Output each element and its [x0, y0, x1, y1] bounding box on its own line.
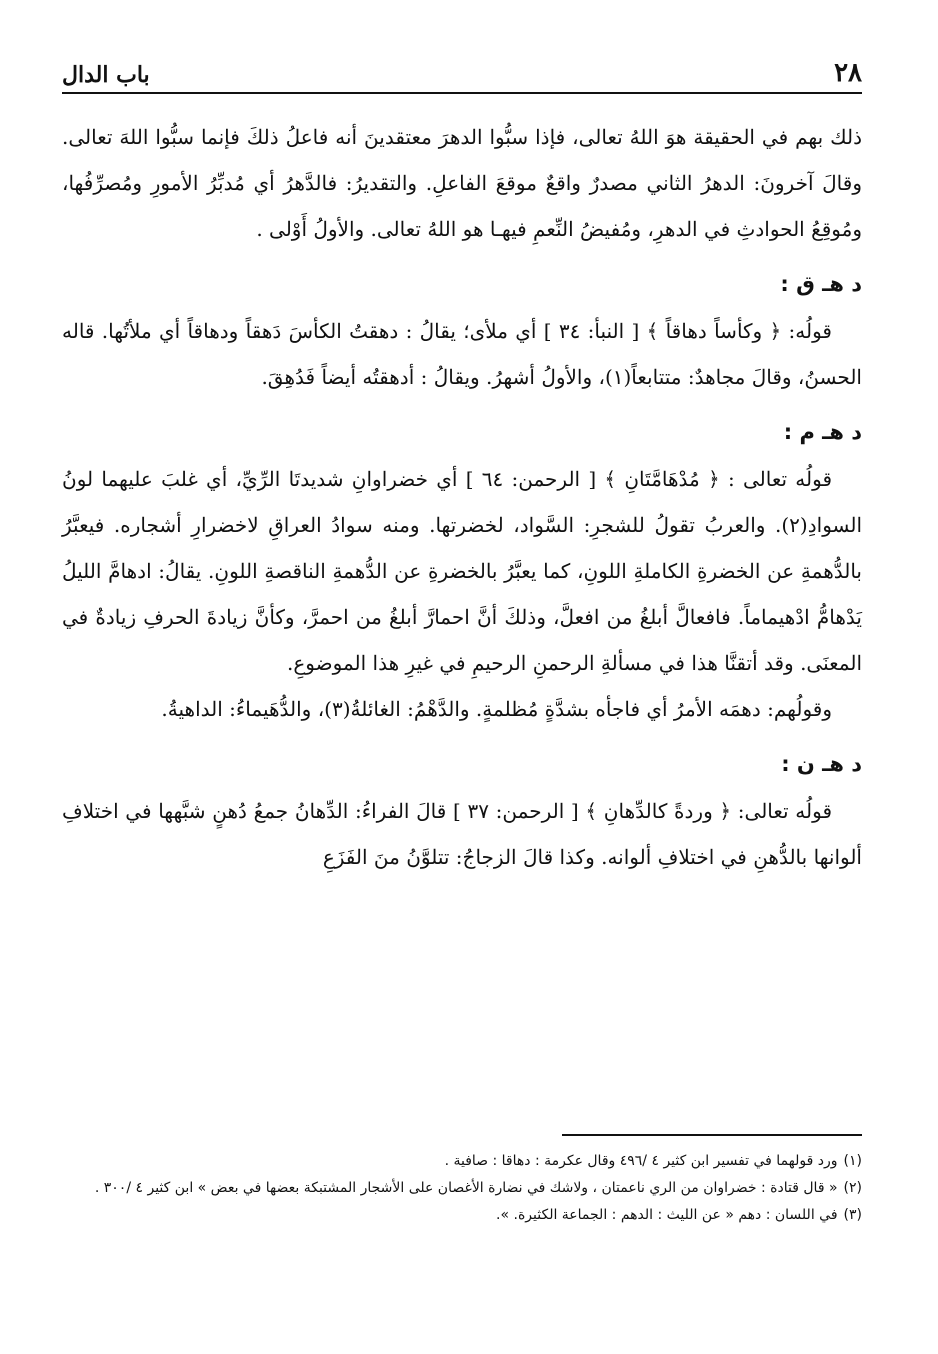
- entry-paragraph-dhq: قولُه: ﴿ وكأساً دهاقاً ﴾ [ النبأ: ٣٤ ] أي ملأى؛ يقالُ : دهقتُ الكأسَ دَهقاً ودهاقاً أي ملأتُها. قاله الحسنُ، وقالَ مجاهدٌ: متتابعاً(١)، والأولُ أشهرُ. ويقالُ : أدهقتُه أيضاً فَدُهِقَ.: [62, 319, 862, 389]
- footnote-3: [62, 1202, 862, 1229]
- footnote-1: [62, 1148, 862, 1175]
- footnote-number: (٣): [843, 1207, 862, 1223]
- intro-paragraph: ذلك بهم في الحقيقة هوَ اللهُ تعالى، فإذا سبُّوا الدهرَ معتقدينَ أنه فاعلُ ذلكَ فإنما سبُّوا اللهَ تعالى. وقالَ آخرونَ: الدهرُ الثاني مصدرٌ واقعٌ موقعَ الفاعلِ. والتقديرُ: فالدَّهرُ أي مُدبِّرُ الأمورِ ومُصرِّفُها، ومُوقِعُ الحوادثِ في الدهرِ، ومُفيضُ النِّعمِ فيهـا هو اللهُ تعالى. والأولُ أَوْلى .: [62, 125, 862, 241]
- entry-paragraph-dhn: قولُه تعالى: ﴿ وردةً كالدِّهانِ ﴾ [ الرحمن: ٣٧ ] قالَ الفراءُ: الدِّهانُ جمعُ دُهنٍ شبَّهها في اختلافِ ألوانها بالدُّهنِ في اختلافِ ألوانه. وكذا قالَ الزجاجُ: تتلوَّنُ منَ الفَزَعِ: [62, 799, 862, 869]
- footnote-divider: [562, 1134, 862, 1136]
- footnotes: [62, 1134, 862, 1229]
- entry-heading-dhn: د هـ ن :: [781, 752, 862, 776]
- footnote-text: « قال قتادة : خضراوان من الري ناعمتان ، ولاشك في نضارة الأغصان على الأشجار المشتبكة بعضها في بعض » ابن كثير ٤ /٣٠٠ .: [94, 1180, 838, 1196]
- body-text: [62, 114, 862, 880]
- footnote-number: (١): [843, 1153, 862, 1169]
- page-number: ٢٨: [834, 58, 862, 88]
- entry-paragraph-dhm-1: قولُه تعالى : ﴿ مُدْهَامَّتَانِ ﴾ [ الرحمن: ٦٤ ] أي خضراوانِ شديدتَا الرِّيِّ، أي غلبَ عليهما لونُ السوادِ(٢). والعربُ تقولُ للشجرِ: السَّواد، لخضرتها. ومنه سوادُ العراقِ لاخضرارِ أشجاره. فيعبَّرُ بالدُّهمةِ عن الخضرةِ الكاملةِ اللونِ، كما يعبَّرُ بالخضرةِ عن الدُّهمةِ الناقصةِ اللونِ. يقالُ: ادهامَّ الليلُ يَدْهامُّ ادْهيماماً. فافعالَّ أبلغُ من افعلَّ، وذلكَ أنَّ احمارَّ أبلغُ من احمرَّ، وكأنَّ زيادةَ الحرفِ زيادةٌ في المعنَى. وقد أتقنَّا هذا في مسألةِ الرحمنِ الرحيمِ في غيرِ هذا الموضوعِ.: [62, 467, 863, 675]
- book-page: [62, 52, 862, 1302]
- footnote-2: [62, 1175, 862, 1202]
- entry-heading-dhm: د هـ م :: [783, 420, 862, 444]
- entry-paragraph-dhm-2: وقولُهم: دهمَه الأمرُ أي فاجأه بشدَّةٍ مُظلمةٍ. والدَّهْمُ: الغائلةُ(٣)، والدُّهَيماءُ: الداهيةُ.: [161, 697, 832, 721]
- footnote-number: (٢): [843, 1180, 862, 1196]
- entry-heading-dhq: د هـ ق :: [780, 272, 862, 296]
- page-header: [62, 52, 862, 94]
- chapter-title: باب الدال: [62, 62, 150, 88]
- footnote-text: في اللسان : دهم « عن الليث : الدهم : الجماعة الكثيرة. ».: [496, 1207, 838, 1223]
- footnote-text: ورد قولهما في تفسير ابن كثير ٤ /٤٩٦ وقال عكرمة : دهاقا : صافية .: [444, 1153, 838, 1169]
